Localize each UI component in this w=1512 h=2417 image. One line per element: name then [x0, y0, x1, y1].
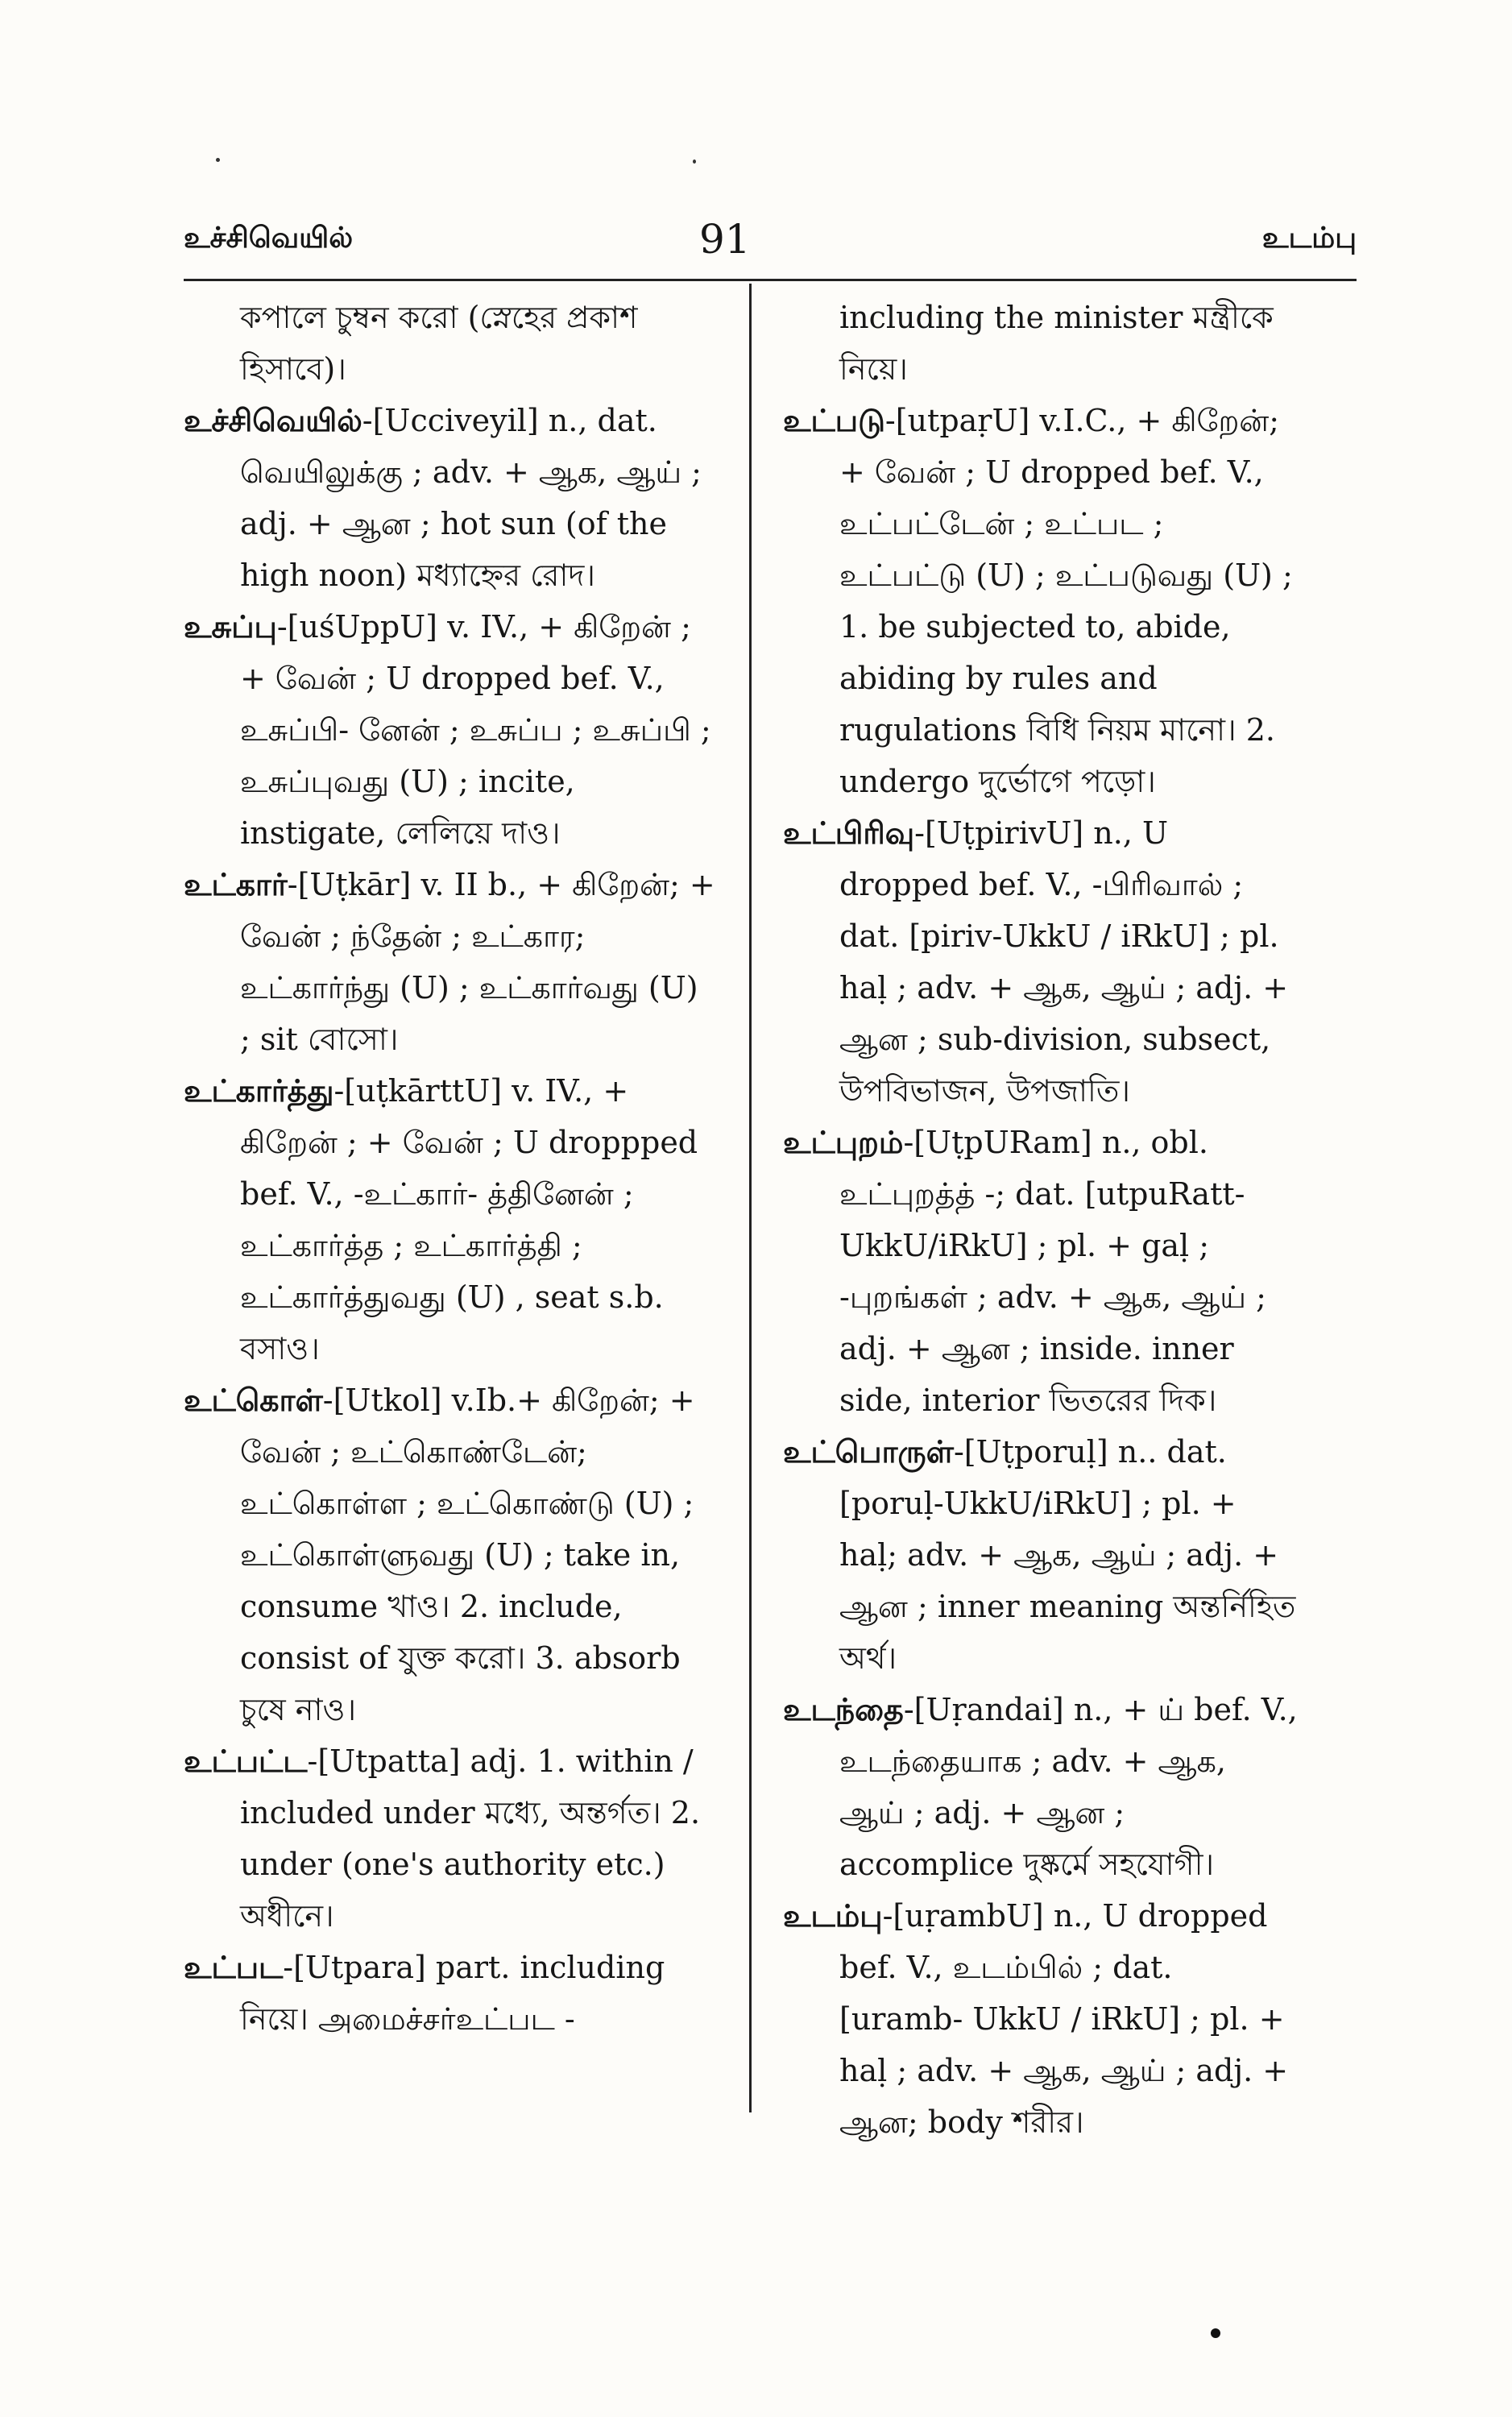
headword: உட்பட்ட [184, 1743, 308, 1779]
headword: உட்பிரிவு [783, 815, 915, 851]
entry-definition: -[UṭpURam] n., obl. உட்புறத்த் -; dat. [utpuRatt- UkkU/iRkU] ; pl. + gaḷ ; -புறங்கள் ; adv. + ஆக, ஆய் ; adj. + ஆன ; inside. inner side, interior ভিতরের দিক। [839, 1125, 1266, 1418]
entry-definition: -[Ucciveyil] n., dat. வெயிலுக்கு ; adv. + ஆக, ஆய் ; adj. + ஆன ; hot sun (of the high noon) মধ্যাহ্নের রোদ। [240, 403, 702, 593]
headword: உச்சிவெயில் [184, 402, 362, 438]
entry-definition: -[Utpara] part. including নিয়ে। அமைச்சர்உட்பட - [240, 1950, 665, 2037]
page-header [184, 216, 1357, 264]
continuation-text: কপালে চুম্বন করো (স্নেহের প্রকাশ হিসাবে)। [240, 300, 638, 387]
headword: உட்பட [184, 1949, 284, 1985]
headword: உடம்பு [783, 1897, 883, 1934]
dictionary-entry [783, 395, 1299, 807]
right-column [783, 292, 1299, 2148]
headword: உட்கொள் [184, 1382, 323, 1418]
entry-definition: -[uṭkārttU] v. IV., + கிறேன் ; + வேன் ; U droppped bef. V., -உட்கார்- த்தினேன் ; உட்கார்த்த ; உட்கார்த்தி ; உட்கார்த்துவது (U) , seat s.b. বসাও। [240, 1073, 698, 1366]
dictionary-entry [783, 807, 1299, 1117]
headword: உட்புறம் [783, 1124, 904, 1160]
scan-speck [1211, 2328, 1220, 2338]
entry-definition: -[Utkol] v.Ib.+ கிறேன்; + வேன் ; உட்கொண்டேன்; உட்கொள்ள ; உட்கொண்டு (U) ; உட்கொள்ளுவது (U) ; take in, consume খাও। 2. include, consist of যুক্ত করো। 3. absorb চুষে নাও। [240, 1383, 695, 1727]
entry-definition: -[Uṛandai] n., + ய் bef. V., உடந்தையாக ; adv. + ஆக, ஆய் ; adj. + ஆன ; accomplice দুষ্কর্মে সহযোগী। [839, 1692, 1298, 1882]
scan-speck [693, 160, 696, 164]
dictionary-entry [783, 1426, 1299, 1684]
entry-definition: -[Uṭkār] v. II b., + கிறேன்; + வேன் ; ந்தேன் ; உட்கார; உட்கார்ந்து (U) ; உட்கார்வது (U) ; sit বোসো। [240, 867, 715, 1057]
column-divider [749, 284, 752, 2112]
dictionary-entry [184, 1942, 715, 2045]
running-head-right: உடம்பு [1261, 221, 1357, 255]
dictionary-entry [184, 395, 715, 601]
entry-definition: -[uṛambU] n., U dropped bef. V., உடம்பில் ; dat. [uramb- UkkU / iRkU] ; pl. + haḷ ; adv. + ஆக, ஆய் ; adj. + ஆன; body শরীর। [839, 1898, 1289, 2140]
headword: உட்கார் [184, 866, 288, 902]
header-rule [184, 279, 1357, 281]
dictionary-entry [783, 1684, 1299, 1890]
scan-speck [216, 158, 220, 162]
dictionary-entry [783, 1890, 1299, 2148]
headword: உட்படு [783, 402, 885, 438]
dictionary-entry [184, 1735, 715, 1942]
dictionary-entry [184, 601, 715, 859]
entry-definition: -[Uṭporuḷ] n.. dat. [poruḷ-UkkU/iRkU] ; pl. + haḷ; adv. + ஆக, ஆய் ; adj. + ஆன ; inner meaning অন্তর্নিহিত অর্থ। [839, 1434, 1296, 1676]
page-number: 91 [699, 216, 751, 263]
entry-definition: -[uśUppU] v. IV., + கிறேன் ; + வேன் ; U dropped bef. V., உசுப்பி- னேன் ; உசுப்ப ; உசுப்பி ; உசுப்புவது (U) ; incite, instigate, লেলিয়ে দাও। [240, 609, 711, 851]
dictionary-entry [783, 1117, 1299, 1426]
dictionary-entry [184, 1065, 715, 1374]
dictionary-entry [184, 859, 715, 1065]
headword: உட்கார்த்து [184, 1072, 334, 1109]
headword: உசுப்பு [184, 608, 277, 645]
entry-definition: -[Utpatta] adj. 1. within / included under মধ্যে, অন্তর্গত। 2. under (one's authority etc.) অধীনে। [240, 1743, 701, 1934]
running-head-left: உச்சிவெயில் [184, 221, 354, 255]
left-column [184, 292, 715, 2045]
dictionary-entry [184, 1374, 715, 1735]
headword: உடந்தை [783, 1691, 904, 1727]
continuation-text: including the minister মন্ত্রীকে নিয়ে। [839, 300, 1274, 387]
entry-definition: -[utpaṛU] v.I.C., + கிறேன்; + வேன் ; U dropped bef. V., உட்பட்டேன் ; உட்பட ; உட்பட்டு (U) ; உட்படுவது (U) ; 1. be subjected to, abide, abiding by rules and rugulations বিধি নিয়ম মানো। 2. undergo দুর্ভোগে পড়ো। [839, 403, 1293, 799]
entry-definition: -[UṭpirivU] n., U dropped bef. V., -பிரிவால் ; dat. [piriv-UkkU / iRkU] ; pl. haḷ ; adv. + ஆக, ஆய் ; adj. + ஆன ; sub-division, subsect, উপবিভাজন, উপজাতি। [839, 815, 1289, 1109]
headword: உட்பொருள் [783, 1433, 954, 1470]
